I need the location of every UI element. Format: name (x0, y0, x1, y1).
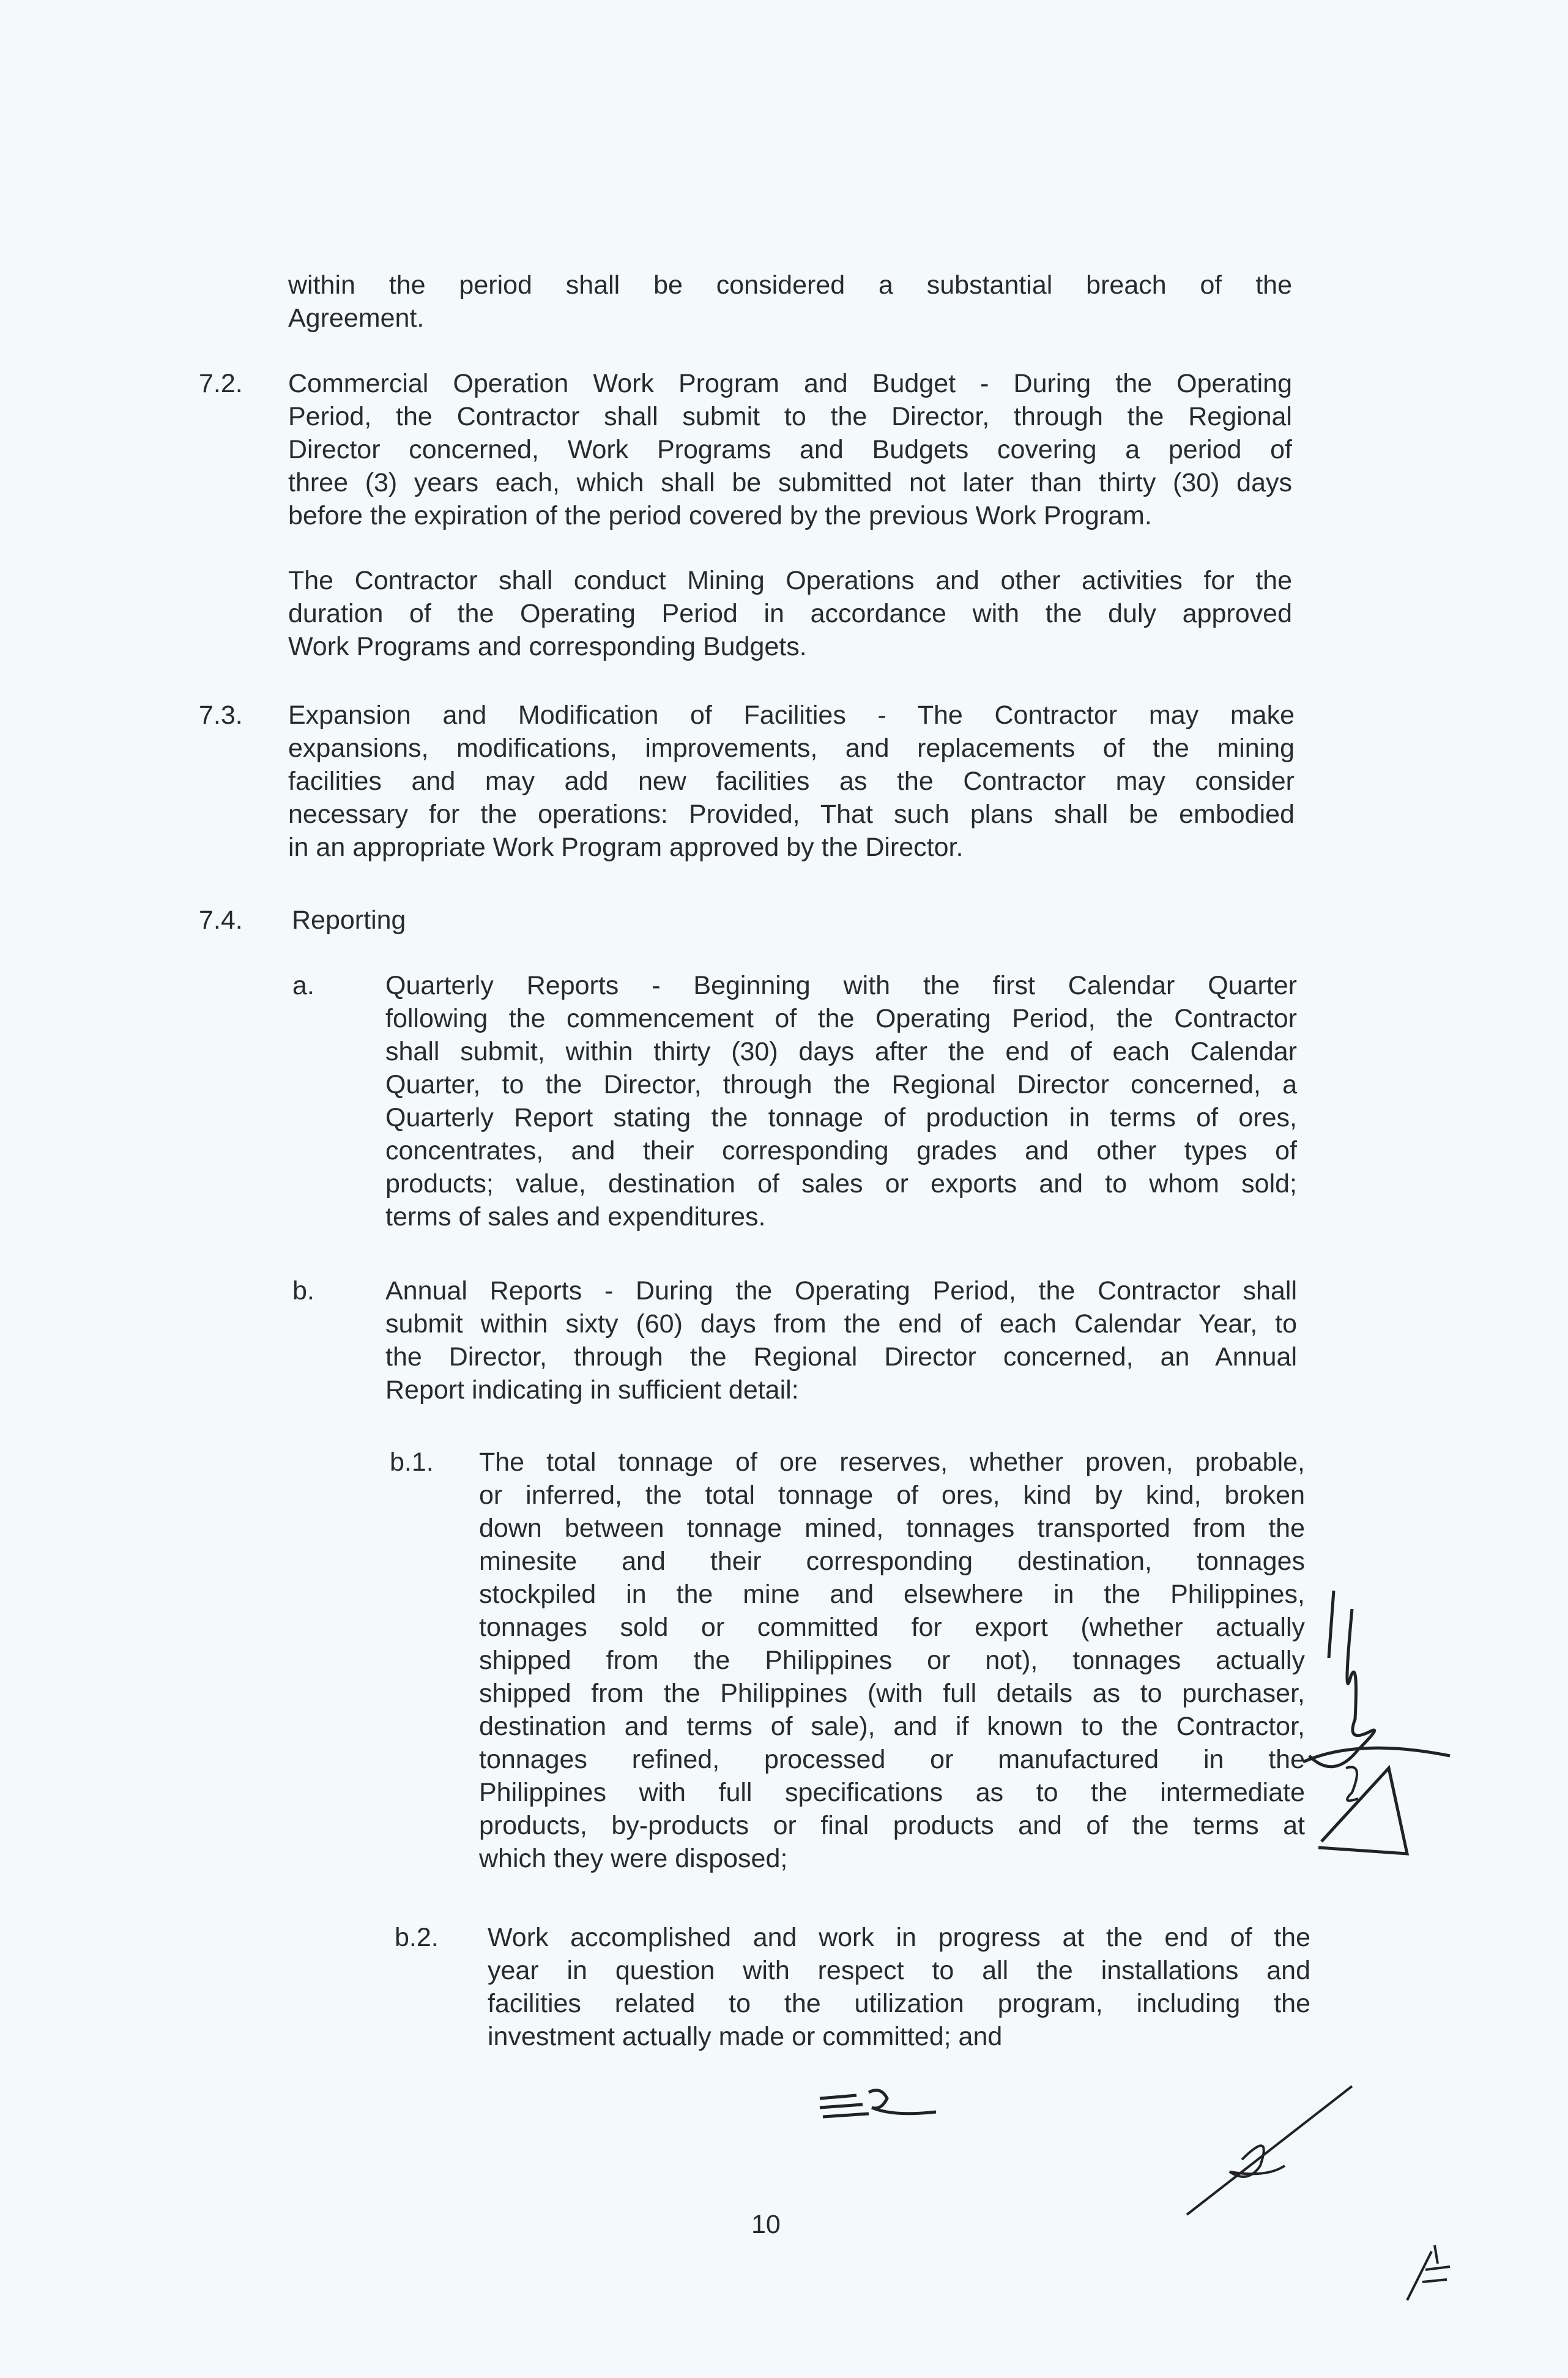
section-number-7-2: 7.2. (199, 369, 243, 398)
subsection-label-a: a. (292, 971, 314, 1000)
text-line: in an appropriate Work Program approved by the Director. (288, 833, 964, 862)
text-line: tonnages sold or committed for export (whether actually (479, 1613, 1305, 1642)
text-line: The total tonnage of ore reserves, whether proven, probable, (479, 1447, 1305, 1477)
subsection-b-annual-reports (385, 1274, 1297, 1406)
text-line: Quarterly Reports - Beginning with the first Calendar Quarter (385, 971, 1297, 1000)
text-line: products, by-products or final products and of the terms at (479, 1811, 1305, 1840)
margin-initials-signature (1285, 1585, 1468, 1872)
text-line: Annual Reports - During the Operating Period, the Contractor shall (385, 1276, 1297, 1306)
corner-initials (1401, 2239, 1474, 2306)
text-line: the Director, through the Regional Director concerned, an Annual (385, 1342, 1297, 1372)
text-line: expansions, modifications, improvements, and replacements of the mining (288, 734, 1295, 763)
bottom-initials-center (814, 2086, 948, 2129)
text-line: Agreement. (288, 303, 425, 333)
text-line: which they were disposed; (479, 1844, 788, 1873)
subsection-label-b: b. (292, 1276, 314, 1306)
text-line: shipped from the Philippines (with full details as to purchaser, (479, 1679, 1305, 1708)
text-line: Period, the Contractor shall submit to the Director, through the Regional (288, 402, 1292, 431)
text-line: Philippines with full specifications as to the intermediate (479, 1778, 1305, 1807)
text-line: facilities and may add new facilities as the Contractor may consider (288, 767, 1295, 796)
text-line: Quarterly Report stating the tonnage of production in terms of ores, (385, 1103, 1297, 1132)
text-line: submit within sixty (60) days from the end of each Calendar Year, to (385, 1309, 1297, 1339)
section-7-3-paragraph (288, 699, 1295, 864)
text-line: following the commencement of the Operating Period, the Contractor (385, 1004, 1297, 1033)
text-line: three (3) years each, which shall be submitted not later than thirty (30) days (288, 468, 1292, 497)
item-b1-paragraph (479, 1446, 1305, 1875)
text-line: destination and terms of sale), and if known to the Contractor, (479, 1712, 1305, 1741)
section-7-2-paragraph-1 (288, 367, 1292, 532)
text-line: tonnages refined, processed or manufactured in the (479, 1745, 1305, 1774)
subsection-a-quarterly-reports (385, 969, 1297, 1233)
text-line: Work accomplished and work in progress at the end of the (488, 1923, 1310, 1952)
text-line: products; value, destination of sales or exports and to whom sold; (385, 1169, 1297, 1198)
text-line: necessary for the operations: Provided, That such plans shall be embodied (288, 800, 1295, 829)
text-line: minesite and their corresponding destination, tonnages (479, 1547, 1305, 1576)
text-line: duration of the Operating Period in accordance with the duly approved (288, 599, 1292, 628)
text-line: before the expiration of the period covered by the previous Work Program. (288, 501, 1152, 530)
text-line: Director concerned, Work Programs and Budgets covering a period of (288, 435, 1292, 464)
text-line: within the period shall be considered a substantial breach of the (288, 270, 1292, 300)
section-number-7-4: 7.4. (199, 905, 243, 935)
text-line: facilities related to the utilization program, including the (488, 1989, 1310, 2018)
item-b2-paragraph (488, 1921, 1310, 2053)
item-label-b2: b.2. (395, 1923, 439, 1952)
text-line: Expansion and Modification of Facilities - The Contractor may make (288, 700, 1295, 730)
text-line: shall submit, within thirty (30) days after the end of each Calendar (385, 1037, 1297, 1066)
page-number: 10 (751, 2210, 781, 2239)
text-line: The Contractor shall conduct Mining Operations and other activities for the (288, 566, 1292, 595)
section-title-reporting: Reporting (292, 905, 406, 935)
text-line: year in question with respect to all the installations and (488, 1956, 1310, 1985)
item-label-b1: b.1. (390, 1447, 434, 1477)
text-line: investment actually made or committed; and (488, 2022, 1003, 2051)
section-number-7-3: 7.3. (199, 700, 243, 730)
text-line: terms of sales and expenditures. (385, 1202, 766, 1232)
text-line: Commercial Operation Work Program and Budget - During the Operating (288, 369, 1292, 398)
section-7-2-paragraph-2 (288, 564, 1292, 663)
text-line: stockpiled in the mine and elsewhere in the Philippines, (479, 1580, 1305, 1609)
text-line: down between tonnage mined, tonnages transported from the (479, 1514, 1305, 1543)
bottom-signature-right (1181, 2080, 1364, 2221)
text-line: Work Programs and corresponding Budgets. (288, 632, 807, 661)
text-line: shipped from the Philippines or not), tonnages actually (479, 1646, 1305, 1675)
continuation-paragraph (288, 269, 1292, 335)
text-line: Report indicating in sufficient detail: (385, 1375, 799, 1405)
text-line: concentrates, and their corresponding grades and other types of (385, 1136, 1297, 1165)
text-line: or inferred, the total tonnage of ores, kind by kind, broken (479, 1481, 1305, 1510)
text-line: Quarter, to the Director, through the Regional Director concerned, a (385, 1070, 1297, 1099)
